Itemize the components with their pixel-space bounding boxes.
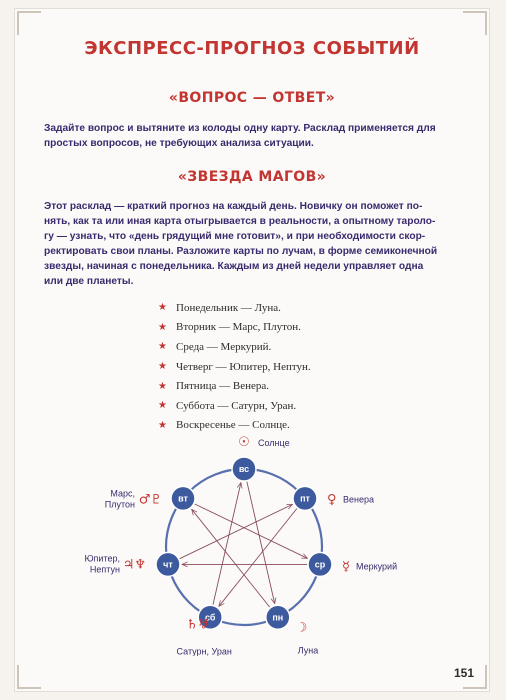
list-item [158,298,311,318]
list-item [158,416,311,436]
day-node-pn [266,605,318,655]
page-number: 151 [454,666,475,680]
paragraph-line: или две планеты. [44,276,134,287]
star-arrow-line [192,509,270,607]
planet-symbol-icon: ♀ [327,492,337,508]
section-paragraph-question-answer [44,121,460,151]
day-node-sr [308,552,397,576]
weekday-text: Понедельник — Луна. [176,301,281,314]
star-icon: ★ [158,341,167,353]
day-node-cht [84,552,180,576]
seven-pointed-star-diagram [80,436,420,656]
day-node-label: пт [300,493,310,504]
list-item [158,396,311,416]
day-node-label: ср [314,559,326,570]
planet-symbol-icon: ☽ [295,620,308,636]
star-icon: ★ [158,321,167,333]
weekday-list [158,298,311,435]
day-node-sb [177,605,232,656]
planet-symbol-icon: ♃♆ [122,557,146,573]
day-node-label: сб [204,612,216,623]
paragraph-line: звезды, начиная с понедельника. Каждым из дней недели управляет одна [44,261,424,272]
star-arrow-line [213,483,241,605]
planet-label: Меркурий [356,561,398,572]
paragraph-line: гу — узнать, что «день грядущий мне готовит», и при необходимости скор- [44,231,426,242]
star-arrow-line [180,504,293,558]
planet-label: Сатурн, Уран [176,646,232,656]
weekday-text: Воскресенье — Солнце. [176,419,290,432]
weekday-text: Пятница — Венера. [176,380,269,393]
day-node-label: вс [238,464,250,474]
planet-label: Солнце [258,438,290,448]
planet-label: Венера [343,494,374,505]
page-title: ЭКСПРЕСС-ПРОГНОЗ СОБЫТИЙ [84,38,420,59]
paragraph-line: нять, как та или иная карта отыгрывается в реальности, а опытному тароло- [44,216,436,227]
star-icon: ★ [158,380,167,392]
planet-symbol-icon: ☉ [238,436,250,450]
list-item [158,318,311,338]
weekday-text: Вторник — Марс, Плутон. [176,321,301,334]
weekday-text: Среда — Меркурий. [176,340,272,353]
planet-symbol-icon: ♄♅ [186,617,210,633]
corner-ornament [463,11,487,35]
day-node-label: чт [163,559,173,570]
day-nodes [84,436,397,656]
day-node-vs [232,436,290,481]
section-heading-question-answer: «ВОПРОС — ОТВЕТ» [168,90,336,106]
day-node-pt [293,486,374,510]
day-node-label: пн [272,612,284,623]
corner-ornament [17,11,41,35]
section-heading-star-of-magi: «ЗВЕЗДА МАГОВ» [177,169,327,185]
planet-symbol-icon: ☿ [342,559,350,575]
list-item [158,337,311,357]
planet-label: Нептун [89,564,120,575]
star-lines [180,482,308,607]
paragraph-line: ректировать свои планы. Разложите карты по лучам, в форме семиконечной [44,246,438,257]
planet-symbol-icon: ♂♇ [138,492,162,508]
day-node-label: вт [178,493,188,504]
corner-ornament [17,665,41,689]
star-arrow-line [247,482,275,604]
star-arrow-line [195,504,308,558]
section-paragraph-star-of-magi [44,199,460,289]
star-icon: ★ [158,419,167,431]
star-icon: ★ [158,400,167,412]
star-icon: ★ [158,361,167,373]
weekday-text: Четверг — Юпитер, Нептун. [176,360,311,373]
planet-label: Луна [297,645,319,656]
star-icon: ★ [158,302,167,314]
list-item [158,357,311,377]
list-item [158,376,311,396]
paragraph-line: простых вопросов, не требующих анализа ситуации. [44,138,314,149]
planet-label: Юпитер, [84,553,120,564]
weekday-text: Суббота — Сатурн, Уран. [176,399,297,412]
paragraph-line: Задайте вопрос и вытяните из колоды одну карту. Расклад применяется для [44,123,436,134]
planet-label: Марс, [110,488,135,499]
day-node-vt [105,486,195,510]
paragraph-line: Этот расклад — краткий прогноз на каждый день. Новичку он поможет по- [44,201,423,212]
planet-label: Плутон [104,499,135,510]
